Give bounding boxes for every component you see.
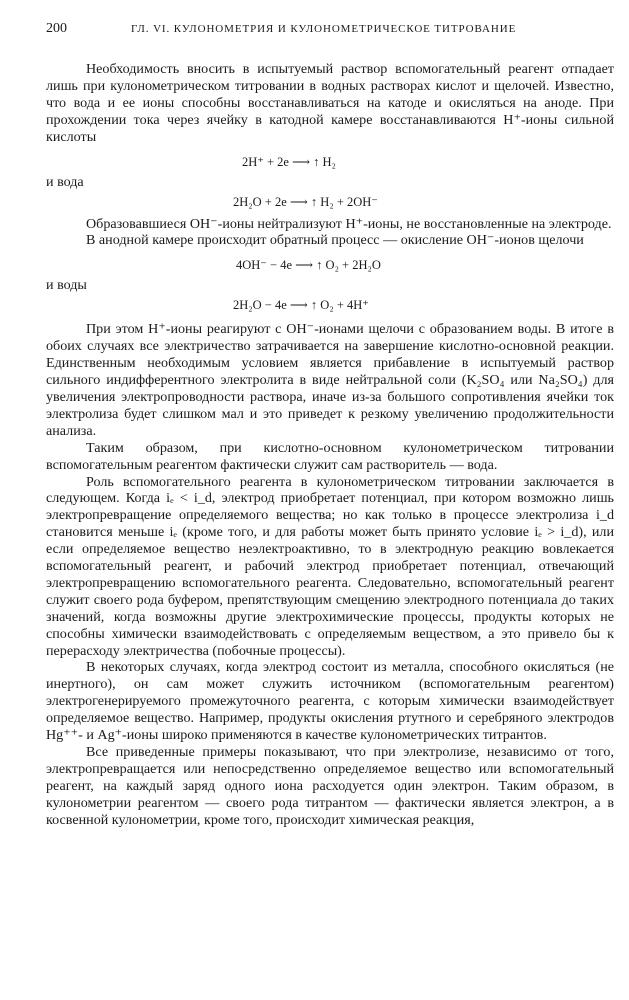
paragraph-4: При этом H⁺-ионы реагируют с OH⁻-ионами щелочи с образованием воды. В итоге в обоих случаях все электричество затрачивается на завершение кислотно-основной реакции. Единственным необходимым условием является прибавление в испытуемый раствор сильного индифферентного электролита в виде нейтральной соли (K₂SO₄ или Na₂SO₄) для увеличения электропроводности раствора, иначе из-за большого сопротивления ячейки ток электролиза будет слишком мал и это приведет к резкому увеличению продолжительности анализа. — [46, 321, 614, 439]
page-body — [46, 61, 614, 829]
paragraph-1: Необходимость вносить в испытуемый раствор вспомогательный реагент отпадает лишь при кулонометрическом титровании в водных растворах кислот и щелочей. Известно, что вода и ее ионы способны восстанавливаться на катоде и окисляться на аноде. При прохождении тока через ячейку в катодной камере восстанавливаются H⁺-ионы сильной кислоты — [46, 61, 614, 145]
paragraph-8: Все приведенные примеры показывают, что при электролизе, независимо от того, электропревращается или непосредственно определяемое вещество или вспомогательный реагент, на каждый заряд одного иона расходуется один электрон. Таким образом, в кулонометрии реагентом — своего рода титрантом — фактически является электрон, а в косвенной кулонометрии, кроме того, происходит химическая реакция, — [46, 744, 614, 828]
equation-3: 4OH⁻ − 4e ⟶ ↑ O₂ + 2H₂O — [236, 258, 381, 273]
paragraph-3: В анодной камере происходит обратный процесс — окисление OH⁻-ионов щелочи — [86, 232, 584, 249]
page-header — [46, 21, 614, 41]
paragraph-2: Образовавшиеся OH⁻-ионы нейтрализуют H⁺-ионы, не восстановленные на электроде. — [86, 215, 612, 232]
connector-text-2: и воды — [46, 277, 87, 294]
equation-2: 2H₂O + 2e ⟶ ↑ H₂ + 2OH⁻ — [233, 194, 378, 209]
paragraph-7: В некоторых случаях, когда электрод состоит из металла, способного окисляться (не инертного), он сам может служить источником (вспомогательным реагентом) электрогенерируемого промежуточного реагента, с которым химически взаимодействует определяемое вещество. Например, продукты окисления ртутного и серебряного электродов Hg⁺⁺- и Ag⁺-ионы широко применяются в качестве кулонометрических титрантов. — [46, 659, 614, 744]
paragraph-5: Таким образом, при кислотно-основном кулонометрическом титровании вспомогательным реагентом фактически служит сам растворитель — вода. — [46, 439, 614, 473]
running-title: ГЛ. VI. КУЛОНОМЕТРИЯ И КУЛОНОМЕТРИЧЕСКОЕ ТИТРОВАНИЕ — [131, 23, 517, 35]
connector-text-1: и вода — [46, 173, 84, 190]
equation-4: 2H₂O − 4e ⟶ ↑ O₂ + 4H⁺ — [233, 298, 369, 313]
paragraph-6: Роль вспомогательного реагента в кулонометрическом титровании заключается в следующем. Когда iₑ < i_d, электрод приобретает потенциал, при котором возможно лишь электропревращение определяемого вещества; но как только в процессе электролиза i_d становится меньше iₑ (кроме того, и для работы может быть принято условие iₑ > i_d), или если определяемое вещество неэлектроактивно, то в электродную реакцию вовлекается вспомогательный реагент, и рабочий электрод приобретает потенциал, отвечающий электропревращению вспомогательного реагента. Следовательно, вспомогательный реагент служит своего рода буфером, препятствующим смещению электродного потенциала до таких значений, когда возможны другие электрохимические процессы, продукты которых не способны химически взаимодействовать с определяемым веществом, а это привело бы к перерасходу электричества (побочные процессы). — [46, 473, 614, 659]
equation-1: 2H⁺ + 2e ⟶ ↑ H₂ — [242, 154, 336, 169]
page-number: 200 — [46, 21, 67, 36]
